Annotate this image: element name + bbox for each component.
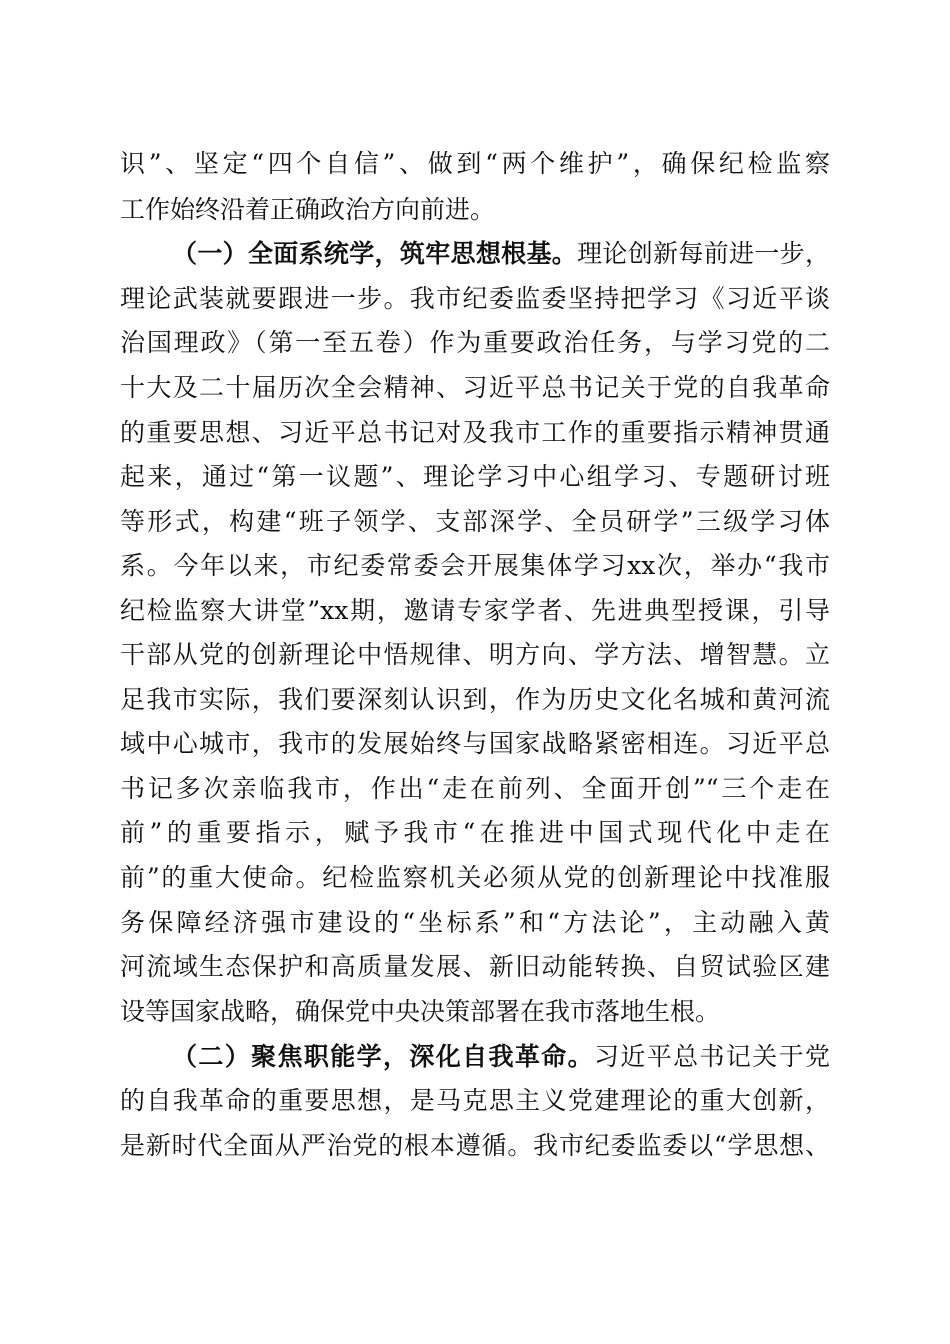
body-text-line: 工作始终沿着正确政治方向前进。 — [120, 195, 496, 224]
section-1-first-line-text: 理论创新每前进一步， — [577, 239, 830, 268]
body-text-line: 治国理政》（第一至五卷）作为重要政治任务，与学习党的二 — [120, 328, 830, 357]
section-1-first-line — [172, 234, 830, 274]
body-text-line: 设等国家战略，确保党中央决策部署在我市落地生根。 — [120, 997, 721, 1026]
body-text-line: 识”、坚定“四个自信”、做到“两个维护”，确保纪检监察 — [120, 149, 830, 178]
body-text-line: 足我市实际，我们要深刻认识到，作为历史文化名城和黄河流 — [120, 685, 830, 714]
body-text-line: 是新时代全面从严治党的根本遵循。我市纪委监委以“学思想、 — [120, 1131, 830, 1160]
body-text-line: 十大及二十届历次全会精神、习近平总书记关于党的自我革命 — [120, 373, 830, 402]
body-text-line: 书记多次亲临我市，作出“走在前列、全面开创”“三个走在 — [120, 774, 830, 803]
body-text-line: 等形式，构建“班子领学、支部深学、全员研学”三级学习体 — [120, 507, 830, 536]
body-text-line: 干部从党的创新理论中悟规律、明方向、学方法、增智慧。立 — [120, 640, 830, 669]
section-1-heading: （一）全面系统学，筑牢思想根基。 — [172, 239, 578, 268]
section-2-heading: （二）聚焦职能学，深化自我革命。 — [172, 1042, 594, 1071]
body-text-line: 前”的重要指示，赋予我市“在推进中国式现代化中走在 — [120, 818, 830, 847]
body-text-line: 系。今年以来，市纪委常委会开展集体学习xx次，举办“我市 — [120, 551, 830, 580]
body-text-line: 务保障经济强市建设的“坐标系”和“方法论”，主动融入黄 — [120, 908, 830, 937]
body-text-line: 的自我革命的重要思想，是马克思主义党建理论的重大创新， — [120, 1086, 830, 1115]
body-text-line: 前”的重大使命。纪检监察机关必须从党的创新理论中找准服 — [120, 863, 830, 892]
body-text-line: 的重要思想、习近平总书记对及我市工作的重要指示精神贯通 — [120, 418, 830, 447]
section-2-first-line — [172, 1037, 830, 1077]
body-text-line: 河流域生态保护和高质量发展、新旧动能转换、自贸试验区建 — [120, 952, 830, 981]
body-text-line: 起来，通过“第一议题”、理论学习中心组学习、专题研讨班 — [120, 462, 830, 491]
section-2-first-line-text: 习近平总书记关于党 — [593, 1042, 830, 1071]
body-text-line: 域中心城市，我市的发展始终与国家战略紧密相连。习近平总 — [120, 729, 830, 758]
body-text-line: 纪检监察大讲堂”xx期，邀请专家学者、先进典型授课，引导 — [120, 596, 830, 625]
body-text-line: 理论武装就要跟进一步。我市纪委监委坚持把学习《习近平谈 — [120, 284, 830, 313]
